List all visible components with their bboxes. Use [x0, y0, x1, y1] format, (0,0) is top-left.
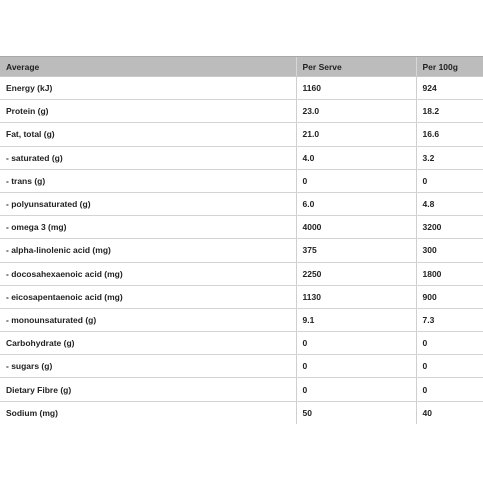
- nutrition-table: [0, 56, 483, 424]
- nutrient-label: Sodium (mg): [6, 407, 58, 418]
- per-serve-value: 6.0: [296, 192, 416, 215]
- per-100g-value: 4.8: [416, 192, 483, 215]
- per-100g-value: 300: [416, 239, 483, 262]
- table-row: [0, 355, 483, 378]
- nutrient-label: - saturated (g): [0, 146, 296, 169]
- nutrient-label: - eicosapentaenoic acid (mg): [0, 285, 296, 308]
- nutrient-label: - trans (g): [0, 169, 296, 192]
- per-100g-value: 7.3: [416, 308, 483, 331]
- per-serve-value: 21.0: [296, 123, 416, 146]
- per-serve-value: 2250: [296, 262, 416, 285]
- per-serve-value: 0: [296, 332, 416, 355]
- nutrient-label: - monounsaturated (g): [0, 308, 296, 331]
- per-serve-value: 4000: [296, 216, 416, 239]
- per-serve-value: 50: [296, 401, 416, 424]
- per-100g-value: 16.6: [416, 123, 483, 146]
- per-100g-value: 0: [416, 332, 483, 355]
- per-serve-value: 4.0: [296, 146, 416, 169]
- column-header-per-100g: Per 100g: [416, 57, 483, 77]
- nutrient-label: Dietary Fibre (g): [0, 378, 296, 401]
- per-100g-value: 3.2: [416, 146, 483, 169]
- table-row: [0, 262, 483, 285]
- per-100g-value: 40: [416, 401, 483, 424]
- per-serve-value: 1130: [296, 285, 416, 308]
- nutrient-label: Carbohydrate (g): [0, 332, 296, 355]
- per-serve-value: 0: [296, 169, 416, 192]
- table-row: [0, 146, 483, 169]
- column-header-per-serve: Per Serve: [296, 57, 416, 77]
- table-header-row: [0, 57, 483, 77]
- per-serve-value: 375: [296, 239, 416, 262]
- table-row: [0, 123, 483, 146]
- table-row: [0, 332, 483, 355]
- nutrient-label: Energy (kJ): [0, 77, 296, 100]
- per-serve-value: 1160: [296, 77, 416, 100]
- table-row: [0, 308, 483, 331]
- table-row: [0, 169, 483, 192]
- nutrient-label: Protein (g): [0, 100, 296, 123]
- nutrient-label: - omega 3 (mg): [0, 216, 296, 239]
- nutrient-label: Fat, total (g): [0, 123, 296, 146]
- table-row: [0, 285, 483, 308]
- nutrition-information-panel: [0, 56, 483, 424]
- table-row: [0, 100, 483, 123]
- nutrient-label: - polyunsaturated (g): [0, 192, 296, 215]
- table-row: [0, 239, 483, 262]
- per-100g-value: 924: [416, 77, 483, 100]
- table-row: [0, 216, 483, 239]
- per-100g-value: 900: [416, 285, 483, 308]
- per-serve-value: 9.1: [296, 308, 416, 331]
- per-100g-value: 0: [416, 169, 483, 192]
- per-100g-value: 0: [416, 378, 483, 401]
- per-serve-value: 0: [296, 355, 416, 378]
- column-header-average: Average: [0, 57, 296, 77]
- per-serve-value: 0: [296, 378, 416, 401]
- table-row: [0, 77, 483, 100]
- per-100g-value: 3200: [416, 216, 483, 239]
- per-100g-value: 0: [416, 355, 483, 378]
- table-row: [0, 192, 483, 215]
- nutrient-label: - alpha-linolenic acid (mg): [0, 239, 296, 262]
- per-serve-value: 23.0: [296, 100, 416, 123]
- table-row: [0, 401, 483, 424]
- nutrient-label: - docosahexaenoic acid (mg): [0, 262, 296, 285]
- table-row: [0, 378, 483, 401]
- per-100g-value: 18.2: [416, 100, 483, 123]
- nutrient-label: - sugars (g): [0, 355, 296, 378]
- per-100g-value: 1800: [416, 262, 483, 285]
